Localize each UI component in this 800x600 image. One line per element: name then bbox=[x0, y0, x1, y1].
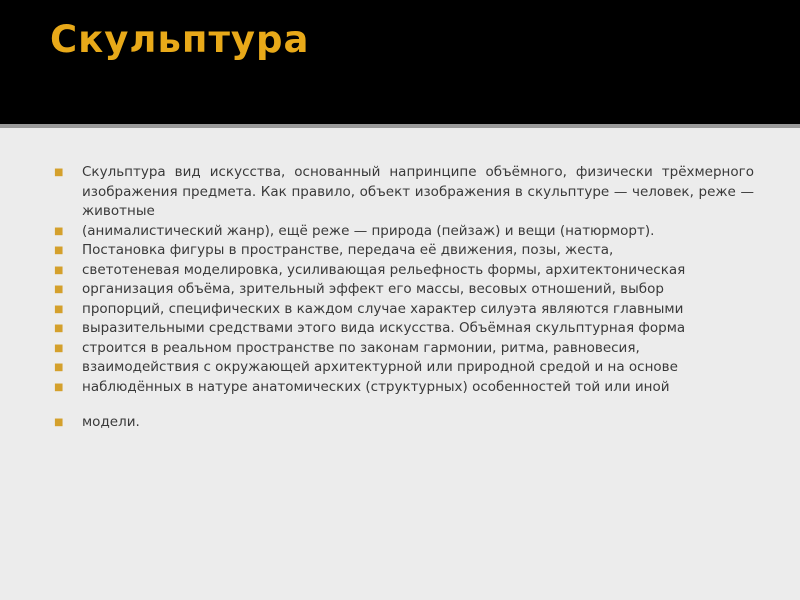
square-bullet-icon: ■ bbox=[54, 225, 64, 237]
square-bullet-icon: ■ bbox=[54, 323, 64, 334]
square-bullet-icon: ■ bbox=[54, 303, 64, 315]
square-bullet-icon: ■ bbox=[54, 167, 64, 178]
square-bullet-icon: ■ bbox=[54, 381, 64, 393]
bullet-item bbox=[54, 280, 754, 300]
bullet-text: модели. bbox=[82, 414, 140, 430]
bullet-text: наблюдённых в натуре анатомических (структурных) особенностей той или иной bbox=[82, 378, 670, 395]
bullet-text: пропорций, специфических в каждом случае характер силуэта являются главными bbox=[82, 300, 684, 317]
bullet-item bbox=[54, 339, 754, 359]
bullet-text: взаимодействия с окружающей архитектурной или природной средой и на основе bbox=[82, 359, 678, 375]
bullet-text: выразительными средствами этого вида искусства. Объёмная скульптурная форма bbox=[82, 320, 686, 336]
bullet-item bbox=[54, 241, 754, 261]
bullet-item bbox=[54, 300, 754, 320]
bullet-item bbox=[54, 358, 754, 378]
bullet-item bbox=[54, 378, 754, 398]
bullet-item bbox=[54, 413, 754, 433]
bullet-text: (анималистический жанр), ещё реже — природа (пейзаж) и вещи (натюрморт). bbox=[82, 222, 655, 239]
square-bullet-icon: ■ bbox=[54, 417, 64, 428]
bullet-text: Постановка фигуры в пространстве, передача её движения, позы, жеста, bbox=[82, 242, 614, 258]
bullet-text: организация объёма, зрительный эффект его массы, весовых отношений, выбор bbox=[82, 281, 664, 297]
square-bullet-icon: ■ bbox=[54, 342, 64, 354]
square-bullet-icon: ■ bbox=[54, 284, 64, 295]
square-bullet-icon: ■ bbox=[54, 362, 64, 373]
title-bar bbox=[0, 0, 800, 124]
divider bbox=[0, 124, 800, 128]
bullet-item bbox=[54, 319, 754, 339]
bullet-item bbox=[54, 163, 754, 222]
square-bullet-icon: ■ bbox=[54, 264, 64, 276]
slide-title: Скульптура bbox=[50, 18, 310, 61]
bullet-list bbox=[54, 163, 754, 433]
bullet-item bbox=[54, 222, 754, 242]
square-bullet-icon: ■ bbox=[54, 245, 64, 256]
bullet-item bbox=[54, 261, 754, 281]
bullet-text: Скульптура вид искусства, основанный напринципе объёмного, физически трёхмерного изображения предмета. Как правило, объект изображения в скульптуре — человек, реже — животные bbox=[82, 164, 754, 219]
bullet-text: светотеневая моделировка, усиливающая рельефность формы, архитектоническая bbox=[82, 261, 686, 278]
bullet-text: строится в реальном пространстве по законам гармонии, ритма, равновесия, bbox=[82, 339, 640, 356]
